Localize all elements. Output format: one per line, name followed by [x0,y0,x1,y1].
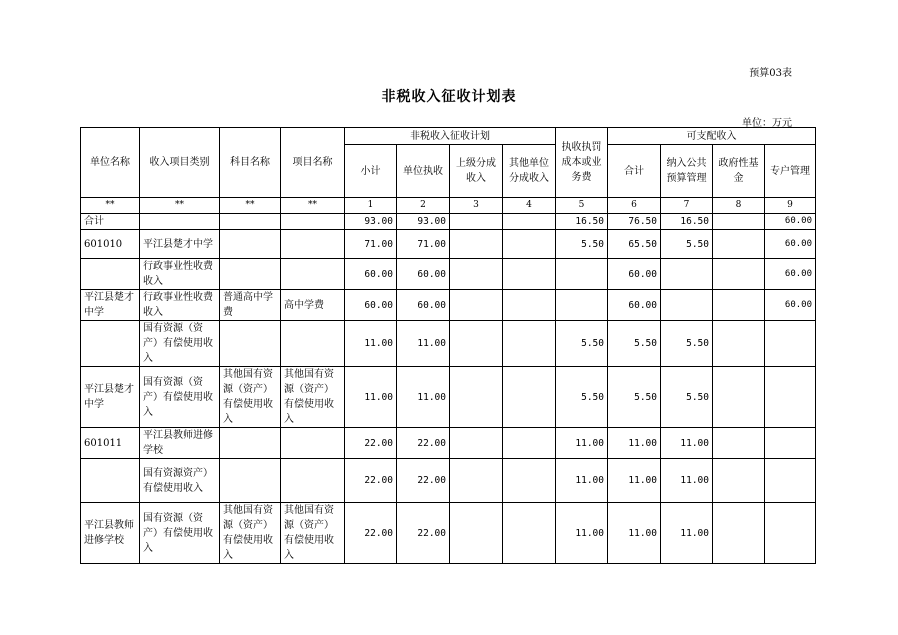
row-value-col-3 [450,428,503,459]
row-value-col-5: 5.50 [556,321,608,367]
document-title: 非税收入征收计划表 [381,89,517,105]
row-value-col-9 [765,428,816,459]
row-unit-name [81,321,140,367]
row-subject [220,459,281,503]
row-value-col-5: 11.00 [556,503,608,564]
row-item: 其他国有资源（资产）有偿使用收入 [281,367,345,428]
table-row [81,259,816,290]
row-value-col-6: 65.50 [608,230,661,259]
table-body [81,214,816,564]
row-value-col-9 [765,459,816,503]
row-value-col-7: 5.50 [661,367,713,428]
row-item [281,214,345,230]
row-value-col-5: 5.50 [556,367,608,428]
row-unit-name [81,459,140,503]
row-value-col-1: 22.00 [345,428,397,459]
table-row [81,367,816,428]
table-row [81,290,816,321]
row-value-col-6: 11.00 [608,503,661,564]
header-other-share: 其他单位分成收入 [503,145,556,198]
row-value-col-5: 11.00 [556,428,608,459]
header-unit-exec: 单位执收 [397,145,450,198]
header-gov-fund: 政府性基金 [713,145,765,198]
table-row [81,321,816,367]
row-value-col-1: 60.00 [345,290,397,321]
row-category: 国有资源（资产）有偿使用收入 [140,321,220,367]
row-value-col-6: 60.00 [608,259,661,290]
row-unit-name: 平江县楚才中学 [81,367,140,428]
row-value-col-6: 11.00 [608,428,661,459]
row-value-col-5 [556,259,608,290]
row-value-col-7: 16.50 [661,214,713,230]
col-number: 8 [713,198,765,214]
row-item [281,459,345,503]
row-value-col-2: 22.00 [397,459,450,503]
mark-cell: ** [140,198,220,214]
header-item: 项目名称 [281,128,345,198]
row-category: 平江县楚才中学 [140,230,220,259]
row-value-col-4 [503,259,556,290]
col-number: 1 [345,198,397,214]
mark-cell: ** [281,198,345,214]
row-subject: 普通高中学费 [220,290,281,321]
row-value-col-1: 71.00 [345,230,397,259]
row-value-col-5: 5.50 [556,230,608,259]
row-subject: 其他国有资源（资产）有偿使用收入 [220,503,281,564]
header-subject: 科目名称 [220,128,281,198]
row-value-col-3 [450,503,503,564]
row-value-col-2: 11.00 [397,321,450,367]
row-value-col-7: 5.50 [661,230,713,259]
row-value-col-6: 5.50 [608,367,661,428]
row-value-col-9 [765,503,816,564]
row-value-col-8 [713,503,765,564]
row-value-col-9 [765,367,816,428]
row-value-col-6: 5.50 [608,321,661,367]
row-value-col-4 [503,230,556,259]
row-value-col-9: 60.00 [765,230,816,259]
row-unit-name: 601011 [81,428,140,459]
row-value-col-3 [450,321,503,367]
row-subject: 其他国有资源（资产）有偿使用收入 [220,367,281,428]
row-unit-name: 合计 [81,214,140,230]
row-value-col-3 [450,290,503,321]
row-value-col-7: 11.00 [661,503,713,564]
row-item: 高中学费 [281,290,345,321]
header-total: 合计 [608,145,661,198]
row-subject [220,259,281,290]
form-number: 预算03表 [749,68,792,79]
row-value-col-7: 11.00 [661,459,713,503]
row-value-col-1: 22.00 [345,459,397,503]
row-item [281,230,345,259]
row-value-col-9 [765,321,816,367]
table-row [81,214,816,230]
row-value-col-6: 76.50 [608,214,661,230]
header-budget-mgmt: 纳入公共预算管理 [661,145,713,198]
unit-label: 单位：万元 [742,118,792,129]
row-value-col-7: 11.00 [661,428,713,459]
mark-cell: ** [81,198,140,214]
table-row [81,428,816,459]
header-subtotal: 小计 [345,145,397,198]
header-upper-share: 上级分成收入 [450,145,503,198]
col-number: 5 [556,198,608,214]
header-group-available: 可支配收入 [608,128,816,145]
row-item [281,428,345,459]
row-value-col-4 [503,214,556,230]
row-value-col-2: 60.00 [397,259,450,290]
col-number: 6 [608,198,661,214]
row-value-col-4 [503,321,556,367]
row-category: 平江县教师进修学校 [140,428,220,459]
row-value-col-8 [713,290,765,321]
row-value-col-2: 93.00 [397,214,450,230]
row-value-col-8 [713,459,765,503]
row-item [281,259,345,290]
row-value-col-2: 22.00 [397,503,450,564]
row-value-col-1: 93.00 [345,214,397,230]
header-category: 收入项目类别 [140,128,220,198]
col-number: 3 [450,198,503,214]
row-value-col-7: 5.50 [661,321,713,367]
row-value-col-4 [503,503,556,564]
row-category: 国有资源资产）有偿使用收入 [140,459,220,503]
row-subject [220,230,281,259]
row-value-col-8 [713,259,765,290]
row-value-col-4 [503,428,556,459]
header-special: 专户管理 [765,145,816,198]
row-category [140,214,220,230]
row-value-col-3 [450,259,503,290]
row-value-col-9: 60.00 [765,290,816,321]
row-value-col-1: 11.00 [345,367,397,428]
row-value-col-8 [713,230,765,259]
row-unit-name: 601010 [81,230,140,259]
row-value-col-2: 22.00 [397,428,450,459]
row-item: 其他国有资源（资产）有偿使用收入 [281,503,345,564]
row-value-col-1: 60.00 [345,259,397,290]
row-value-col-3 [450,230,503,259]
mark-cell: ** [220,198,281,214]
row-subject [220,321,281,367]
row-value-col-4 [503,367,556,428]
header-group-plan: 非税收入征收计划 [345,128,556,145]
row-unit-name: 平江县教师进修学校 [81,503,140,564]
row-value-col-2: 60.00 [397,290,450,321]
row-value-col-6: 60.00 [608,290,661,321]
row-value-col-9: 60.00 [765,259,816,290]
row-item [281,321,345,367]
row-value-col-1: 11.00 [345,321,397,367]
row-category: 行政事业性收费收入 [140,259,220,290]
header-unit-name: 单位名称 [81,128,140,198]
row-value-col-5: 11.00 [556,459,608,503]
row-subject [220,428,281,459]
row-value-col-4 [503,290,556,321]
row-value-col-3 [450,367,503,428]
table-row [81,459,816,503]
col-number: 7 [661,198,713,214]
row-value-col-8 [713,367,765,428]
row-value-col-5 [556,290,608,321]
table-row [81,230,816,259]
row-subject [220,214,281,230]
row-value-col-6: 11.00 [608,459,661,503]
revenue-plan-table [80,127,816,564]
row-category: 国有资源（资产）有偿使用收入 [140,367,220,428]
row-value-col-9: 60.00 [765,214,816,230]
col-number: 4 [503,198,556,214]
row-value-col-3 [450,214,503,230]
row-unit-name [81,259,140,290]
table-row [81,503,816,564]
row-value-col-5: 16.50 [556,214,608,230]
row-value-col-1: 22.00 [345,503,397,564]
row-unit-name: 平江县楚才中学 [81,290,140,321]
row-value-col-8 [713,214,765,230]
col-number: 2 [397,198,450,214]
row-value-col-8 [713,321,765,367]
row-value-col-7 [661,259,713,290]
row-value-col-2: 71.00 [397,230,450,259]
col-number: 9 [765,198,816,214]
row-category: 行政事业性收费收入 [140,290,220,321]
header-exec-cost: 执收执罚成本或业务费 [556,128,608,198]
row-value-col-4 [503,459,556,503]
row-value-col-3 [450,459,503,503]
row-value-col-8 [713,428,765,459]
row-value-col-2: 11.00 [397,367,450,428]
row-category: 国有资源（资产）有偿使用收入 [140,503,220,564]
row-value-col-7 [661,290,713,321]
